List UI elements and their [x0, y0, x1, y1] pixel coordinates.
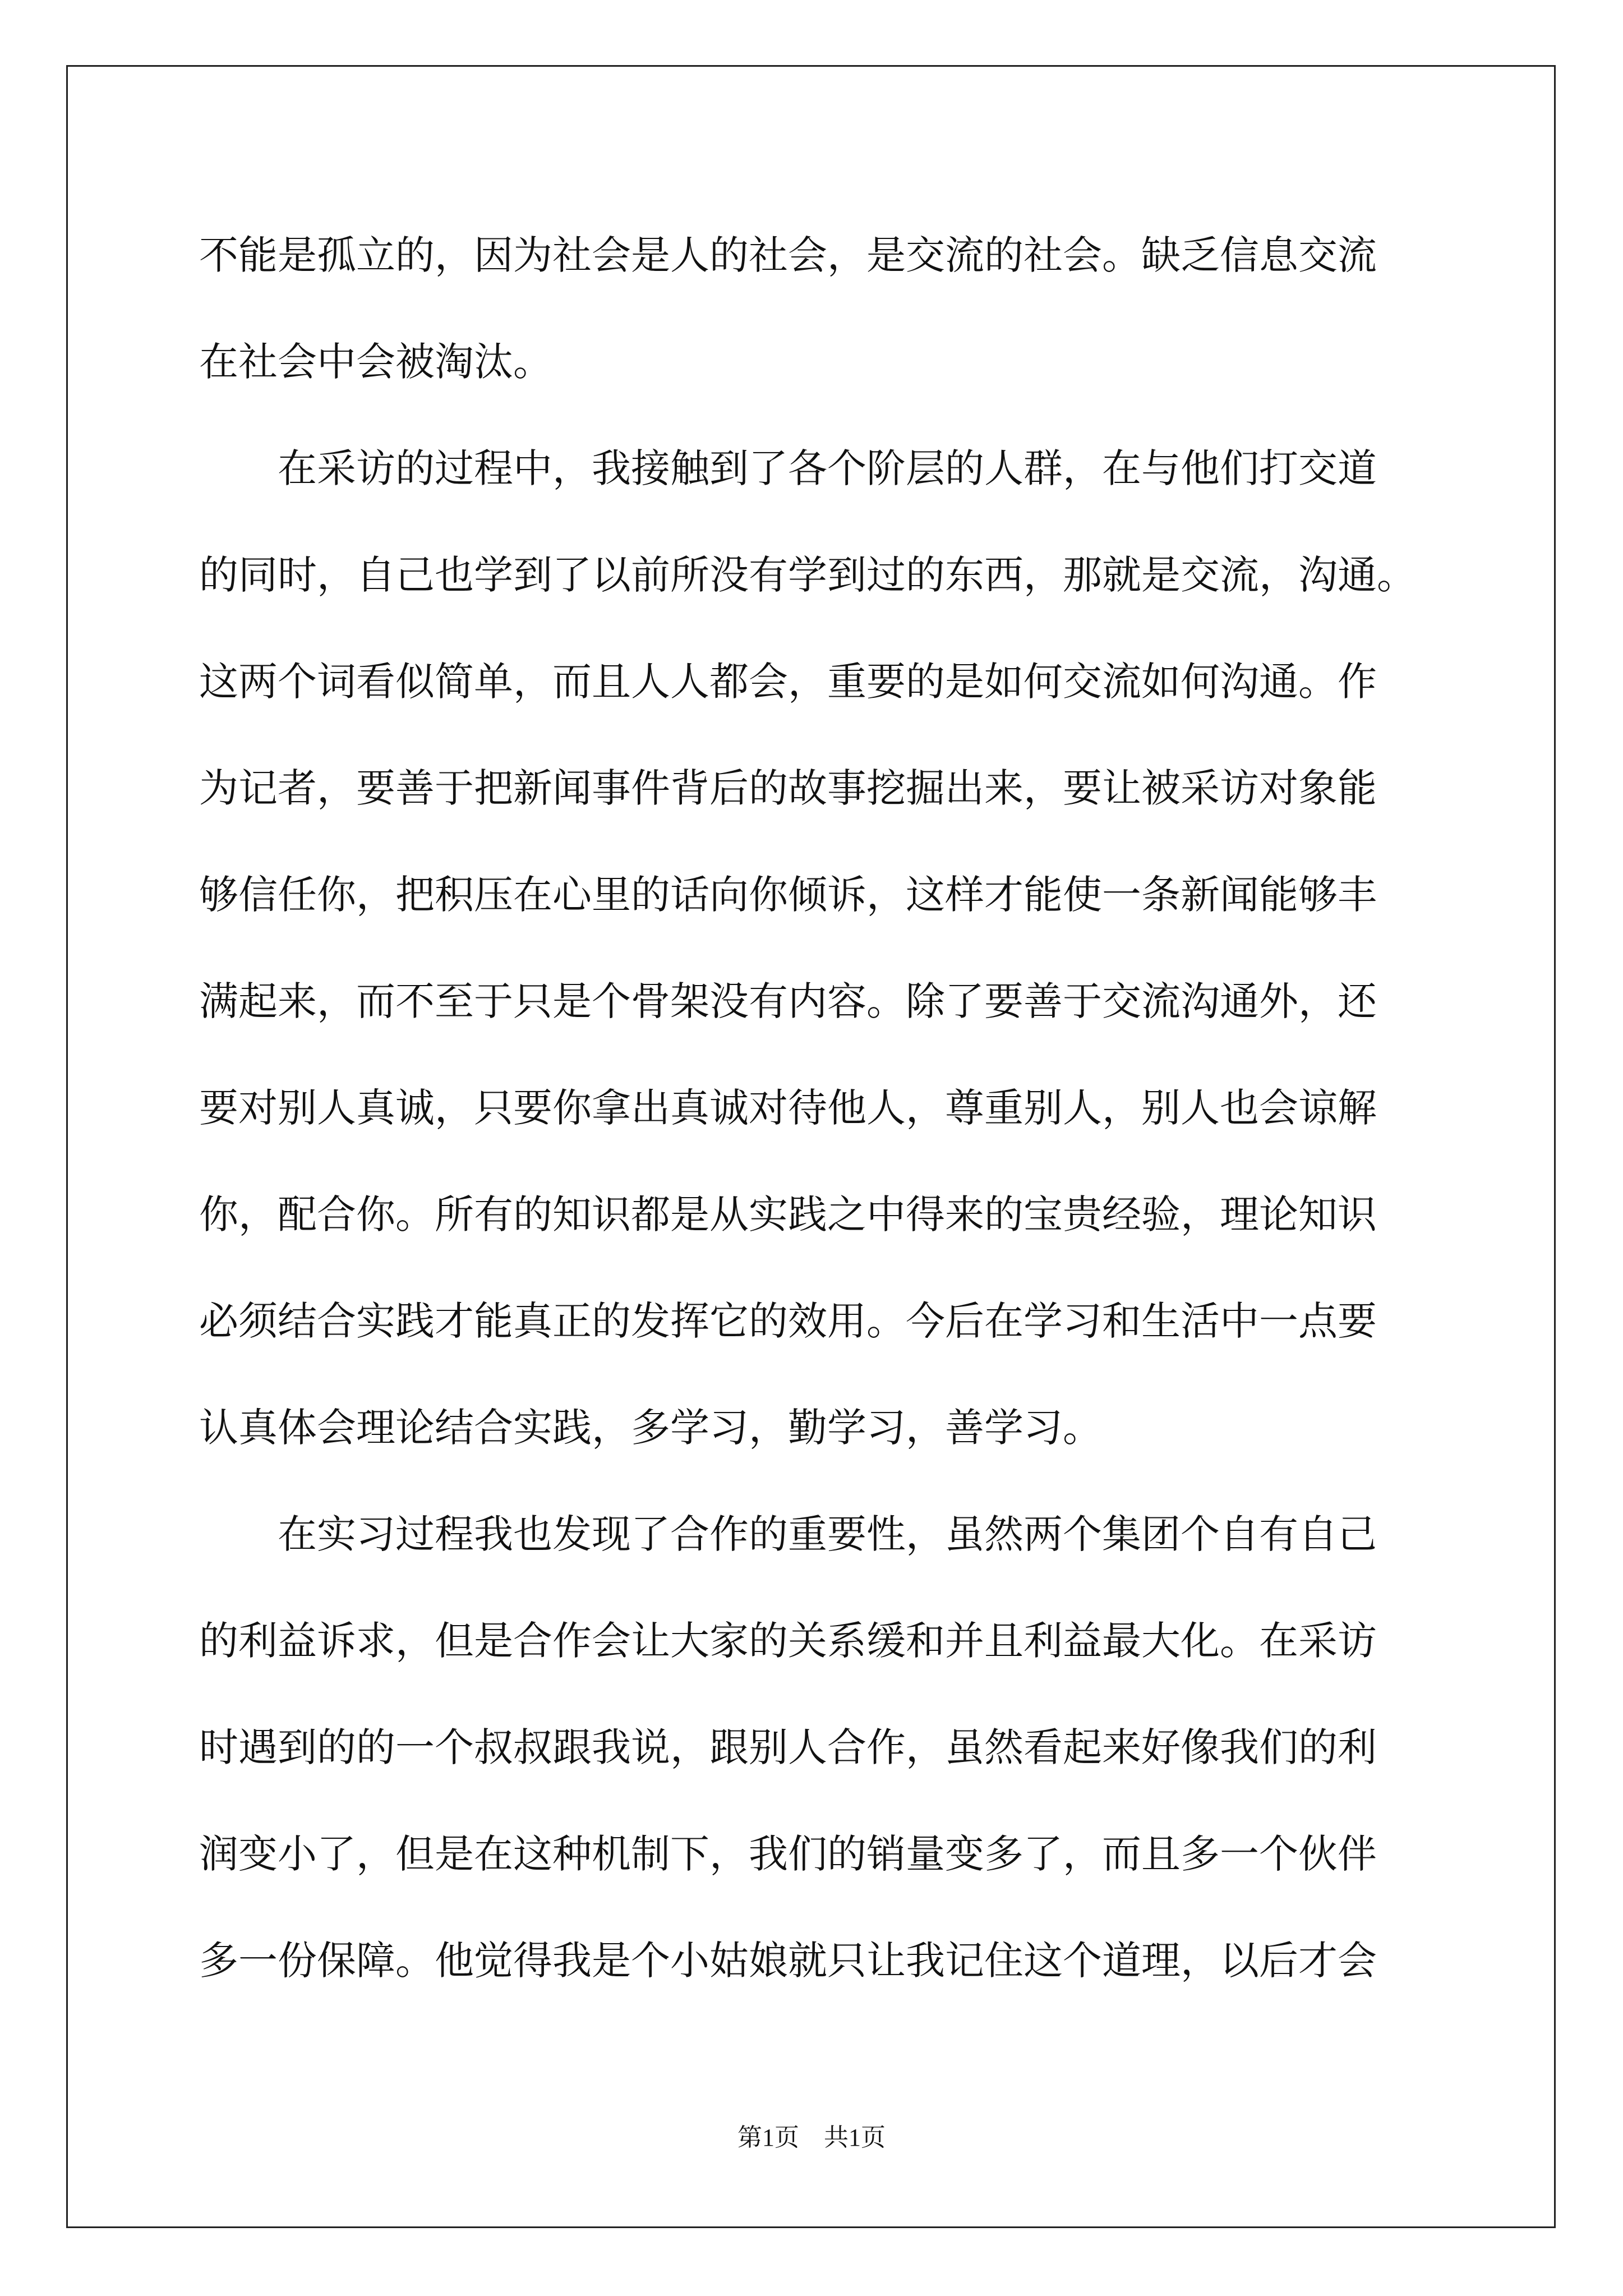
document-body — [199, 202, 1441, 2014]
text-line: 满起来，而不至于只是个骨架没有内容。除了要善于交流沟通外，还 — [199, 978, 1377, 1024]
text-line: 这两个词看似简单，而且人人都会，重要的是如何交流如何沟通。作 — [199, 659, 1377, 705]
page-footer: 第1页 共1页 — [737, 2124, 886, 2151]
text-line: 要对别人真诚，只要你拿出真诚对待他人，尊重别人，别人也会谅解 — [199, 1085, 1377, 1131]
text-line: 多一份保障。他觉得我是个小姑娘就只让我记住这个道理，以后才会 — [199, 1938, 1377, 1984]
text-line: 润变小了，但是在这种机制下，我们的销量变多了，而且多一个伙伴 — [199, 1831, 1377, 1877]
text-line: 的利益诉求，但是合作会让大家的关系缓和并且利益最大化。在采访 — [199, 1618, 1377, 1664]
text-line: 在实习过程我也发现了合作的重要性，虽然两个集团个自有自己 — [278, 1511, 1377, 1557]
text-line: 不能是孤立的，因为社会是人的社会，是交流的社会。缺乏信息交流 — [199, 232, 1377, 278]
text-line: 的同时，自己也学到了以前所没有学到过的东西，那就是交流，沟通。 — [199, 552, 1416, 598]
text-line: 时遇到的的一个叔叔跟我说，跟别人合作，虽然看起来好像我们的利 — [199, 1724, 1377, 1770]
text-line: 在社会中会被淘汰。 — [199, 339, 552, 385]
text-line: 你，配合你。所有的知识都是从实践之中得来的宝贵经验，理论知识 — [199, 1191, 1377, 1237]
text-line: 必须结合实践才能真正的发挥它的效用。今后在学习和生活中一点要 — [199, 1298, 1377, 1344]
text-line: 够信任你，把积压在心里的话向你倾诉，这样才能使一条新闻能够丰 — [199, 872, 1377, 918]
text-line: 在采访的过程中，我接触到了各个阶层的人群，在与他们打交道 — [278, 445, 1377, 491]
text-line: 为记者，要善于把新闻事件背后的故事挖掘出来，要让被采访对象能 — [199, 765, 1377, 811]
text-line: 认真体会理论结合实践，多学习，勤学习，善学习。 — [199, 1405, 1102, 1451]
